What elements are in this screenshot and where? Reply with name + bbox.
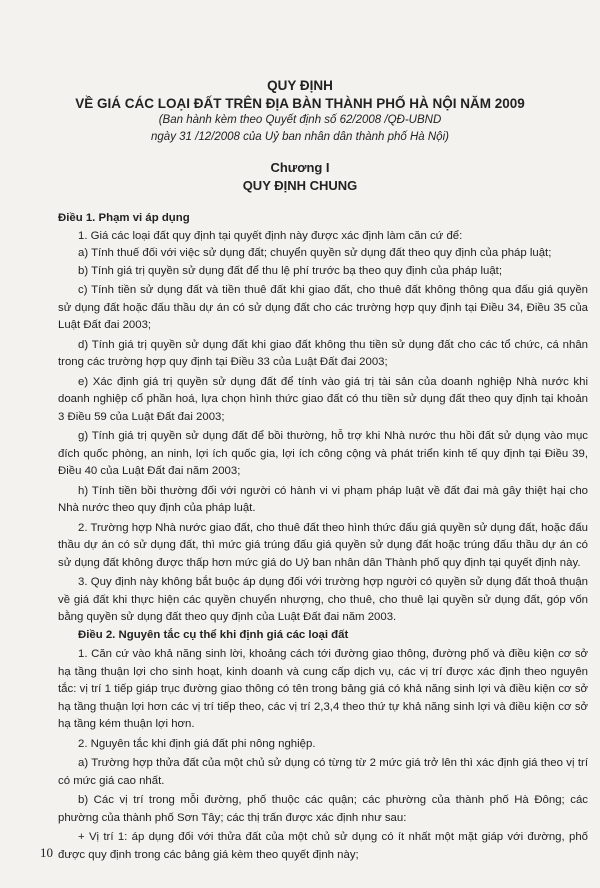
page-number: 10: [40, 845, 53, 860]
issuance-note-line-1: (Ban hành kèm theo Quyết định số 62/2008 /QĐ-UBND: [158, 114, 442, 126]
article-2-heading: Điều 2. Nguyên tắc cụ thể khi định giá các loại đất: [78, 628, 349, 641]
article-1-item-d: d) Tính giá trị quyền sử dụng đất khi giao đất không thu tiền sử dụng đất cho các tổ chức, cá nhân trong các trường hợp quy định tại Điều 33 của Luật Đất đai 2003;: [58, 338, 588, 368]
document-body: [58, 209, 588, 864]
article-2-item-a: a) Trường hợp thửa đất của một chủ sử dụng có từng từ 2 mức giá trở lên thì xác định giá theo vị trí có mức giá cao nhất.: [58, 757, 588, 787]
chapter-title: QUY ĐỊNH CHUNG: [242, 178, 358, 193]
article-1-item-a: a) Tính thuế đối với việc sử dụng đất; chuyển quyền sử dụng đất theo quy định của pháp luật;: [78, 247, 552, 259]
article-1-heading: Điều 1. Phạm vi áp dụng: [58, 212, 190, 224]
issuance-note-line-2: ngày 31 /12/2008 của Uỷ ban nhân dân thành phố Hà Nội): [151, 131, 449, 143]
article-1-item-b: b) Tính giá trị quyền sử dụng đất để thu lệ phí trước bạ theo quy định của pháp luật;: [78, 264, 502, 277]
document-title-subject: VỀ GIÁ CÁC LOẠI ĐẤT TRÊN ĐỊA BÀN THÀNH PHỐ HÀ NỘI NĂM 2009: [75, 96, 525, 111]
article-1-paragraph-2: 2. Trường hợp Nhà nước giao đất, cho thuê đất theo hình thức đấu giá quyền sử dụng đất, hoặc đấu thầu dự án có sử dụng đất, thì mức giá trúng đấu giá quyền sử dụng đất hoặc trúng đấu thầu dự án có sử dụng đất không được thấp hơn mức giá do Uỷ ban nhân dân Thành phố quy định tại quyết định này.: [58, 521, 588, 569]
article-1-paragraph-3: 3. Quy định này không bắt buộc áp dụng đối với trường hợp người có quyền sử dụng đất thoả thuận về giá đất khi thực hiện các quyền chuyển nhượng, cho thuê, cho thuê lại quyền sử dụng đất, góp vốn bằng quyền sử dụng đất theo quy định của Luật Đất đai năm 2003.: [58, 576, 588, 623]
chapter-label: Chương I: [270, 160, 330, 175]
article-2-paragraph-2: 2. Nguyên tắc khi định giá đất phi nông nghiệp.: [78, 737, 316, 750]
document-title: QUY ĐỊNH: [267, 78, 333, 93]
article-1-item-e: e) Xác định giá trị quyền sử dụng đất để tính vào giá trị tài sản của doanh nghiệp Nhà nước khi doanh nghiệp cổ phần hoá, lựa chọn hình thức giao đất có thu tiền sử dụng đất theo quy định tại khoản 3 Điều 59 của Luật Đất đai 2003;: [58, 375, 588, 423]
article-2-paragraph-1: 1. Căn cứ vào khả năng sinh lời, khoảng cách tới đường giao thông, đường phố và điều kiện cơ sở hạ tầng thuận lợi cho sinh hoạt, kinh doanh và cung cấp dịch vụ, các vị trí được xác định theo nguyên tắc: vị trí 1 tiếp giáp trục đường giao thông có tên trong bảng giá có khả năng sinh lợi và điều kiện cơ sở hạ tầng thuận lợi hơn các vị trí tiếp theo, các vị trí 2,3,4 theo thứ tự khả năng sinh lợi và điều kiện cơ sở hạ tầng kém thuận lợi hơn.: [58, 648, 588, 730]
article-1-item-g: g) Tính giá trị quyền sử dụng đất để bồi thường, hỗ trợ khi Nhà nước thu hồi đất sử dụng vào mục đích quốc phòng, an ninh, lợi ích quốc gia, lợi ích công cộng và phát triển kinh tế quy định tại Điều 39, Điều 40 của Luật Đất đai năm 2003;: [58, 430, 588, 477]
article-1-item-c: c) Tính tiền sử dụng đất và tiền thuê đất khi giao đất, cho thuê đất không thông qua đấu giá quyền sử dụng đất hoặc đấu thầu dự án có sử dụng đất cho các trường hợp quy định tại Điều 34, Điều 35 của Luật Đất đai 2003;: [58, 284, 588, 331]
article-2-bullet-1: + Vị trí 1: áp dụng đối với thửa đất của một chủ sử dụng có ít nhất một mặt giáp với đường, phố được quy định trong các bảng giá kèm theo quyết định này;: [58, 831, 588, 861]
article-1-paragraph-1: 1. Giá các loại đất quy định tại quyết định này được xác định làm căn cứ để:: [78, 229, 463, 242]
article-2-item-b: b) Các vị trí trong mỗi đường, phố thuộc các quận; các phường của thành phố Hà Đông; các phường của thành phố Sơn Tây; các thị trấn được xác định như sau:: [58, 794, 588, 824]
article-1-item-h: h) Tính tiền bồi thường đối với người có hành vi vi phạm pháp luật về đất đai mà gây thiệt hại cho Nhà nước theo quy định của pháp luật.: [58, 484, 588, 514]
